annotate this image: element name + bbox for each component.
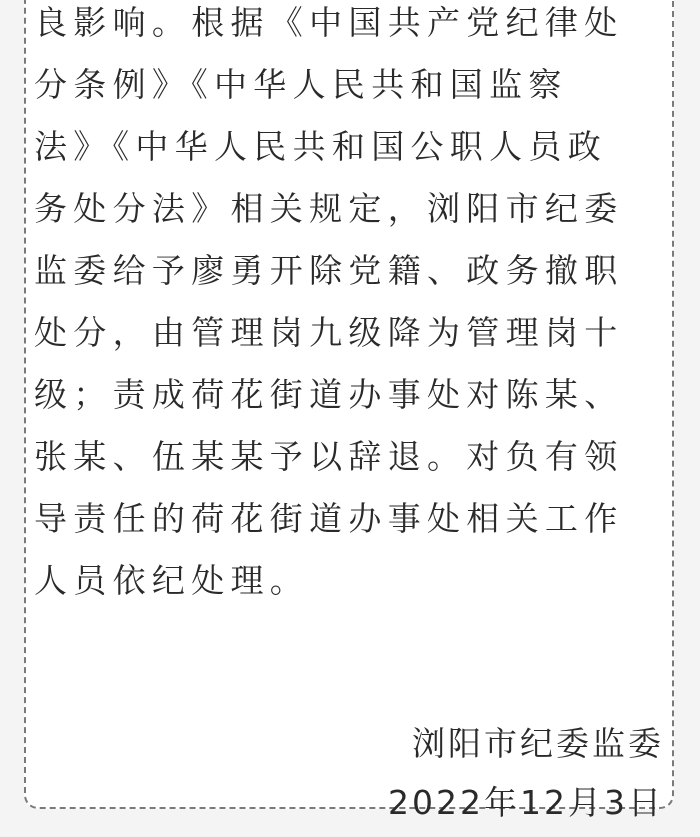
- body-line-7: 级；责成荷花街道办事处对陈某、: [34, 375, 624, 414]
- notice-body: [34, 0, 634, 612]
- body-line-8: 张某、伍某某予以辞退。对负有领: [34, 437, 624, 476]
- body-line-6: 处分，由管理岗九级降为管理岗十: [34, 313, 624, 352]
- signature-date: 2022年12月3日: [388, 783, 664, 822]
- body-line-1: 良影响。根据《中国共产党纪律处: [34, 3, 624, 42]
- body-line-10: 人员依纪处理。: [34, 561, 310, 600]
- body-line-9: 导责任的荷花街道办事处相关工作: [34, 499, 624, 538]
- body-line-4: 务处分法》相关规定，浏阳市纪委: [34, 189, 624, 228]
- signature-organization: 浏阳市纪委监委: [412, 724, 664, 763]
- body-line-3: 法》《中华人民共和国公职人员政: [34, 127, 607, 166]
- body-line-2: 分条例》《中华人民共和国监察: [34, 65, 568, 104]
- body-line-5: 监委给予廖勇开除党籍、政务撤职: [34, 251, 624, 290]
